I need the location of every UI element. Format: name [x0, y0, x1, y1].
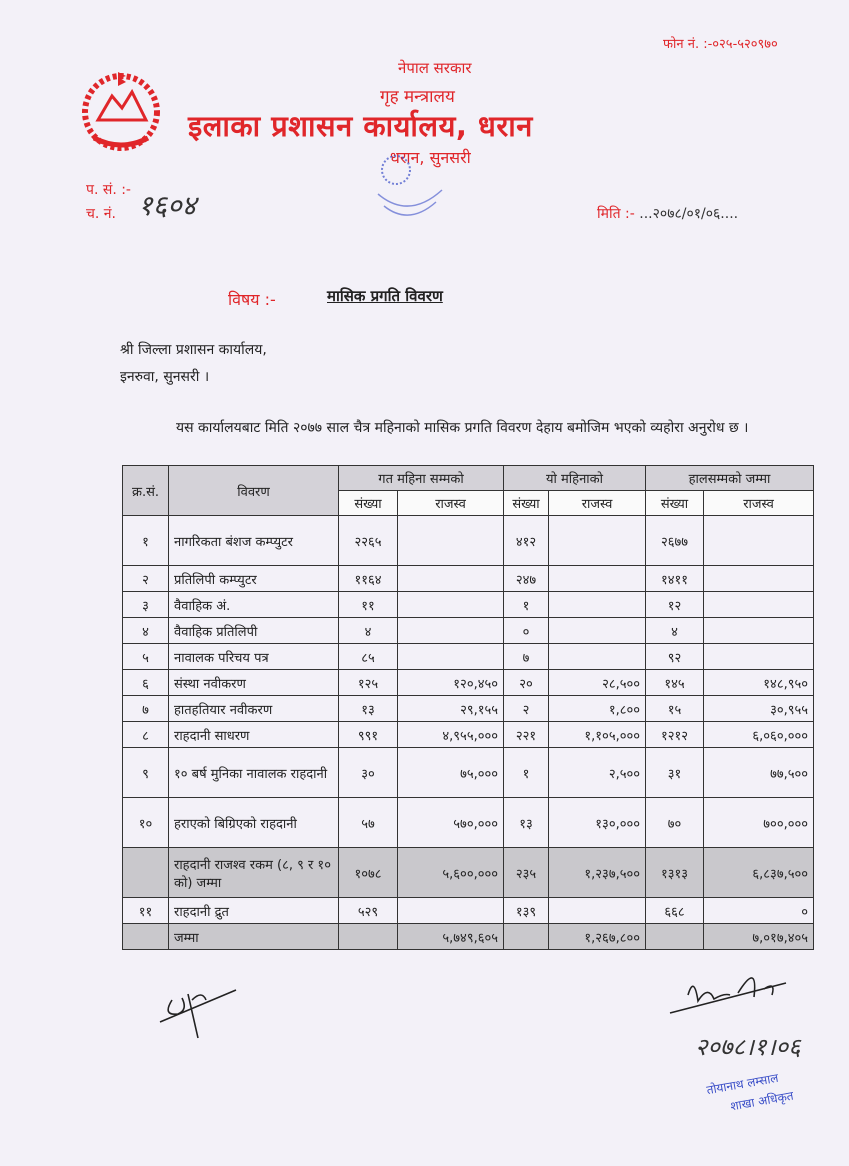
cell-this-count: १ — [504, 748, 549, 798]
header-count: संख्या — [339, 491, 398, 516]
cell-this-revenue: १,१०५,००० — [549, 722, 646, 748]
cell-prev-revenue: १२०,४५० — [398, 670, 504, 696]
cell-sn — [123, 924, 169, 950]
cell-this-revenue — [549, 516, 646, 566]
cell-sn: ३ — [123, 592, 169, 618]
cell-total-revenue: ० — [704, 898, 814, 924]
cell-this-revenue: १,२६७,८०० — [549, 924, 646, 950]
body-paragraph: यस कार्यालयबाट मिति २०७७ साल चैत्र महिनाको मासिक प्रगति विवरण देहाय बमोजिम भएको व्यहोरा अनुरोध छ । — [176, 420, 749, 436]
subject-text: मासिक प्रगति विवरण — [327, 287, 443, 305]
cell-total-count: १४११ — [646, 566, 704, 592]
reference-number-label: प. सं. :- — [86, 182, 131, 198]
cell-prev-revenue: ५,७४९,६०५ — [398, 924, 504, 950]
table-row — [123, 748, 814, 798]
table-row — [123, 592, 814, 618]
cell-this-count: २३५ — [504, 848, 549, 898]
cell-this-revenue — [549, 566, 646, 592]
cell-this-count: २४७ — [504, 566, 549, 592]
cell-description: राहदानी साधरण — [169, 722, 339, 748]
cell-total-revenue: ७,०१७,४०५ — [704, 924, 814, 950]
cell-total-count: ७० — [646, 798, 704, 848]
cell-prev-revenue: ५,६००,००० — [398, 848, 504, 898]
cell-total-count: ६६८ — [646, 898, 704, 924]
cell-total-revenue: १४८,९५० — [704, 670, 814, 696]
cell-this-count: ४१२ — [504, 516, 549, 566]
cell-prev-count: ३० — [339, 748, 398, 798]
cell-this-count: ० — [504, 618, 549, 644]
cell-total-count: १४५ — [646, 670, 704, 696]
cell-prev-count: ८५ — [339, 644, 398, 670]
office-stamp-icon — [370, 150, 448, 228]
cell-prev-revenue — [398, 898, 504, 924]
cell-prev-revenue — [398, 644, 504, 670]
handwritten-date: २०७८।१।०६ — [695, 1033, 801, 1061]
cell-this-count: ७ — [504, 644, 549, 670]
cell-prev-count: १३ — [339, 696, 398, 722]
cell-this-count: १३ — [504, 798, 549, 848]
office-name: इलाका प्रशासन कार्यालय, धरान — [188, 109, 533, 143]
cell-total-revenue: ६,०६०,००० — [704, 722, 814, 748]
cell-description: हातहतियार नवीकरण — [169, 696, 339, 722]
cell-sn: ८ — [123, 722, 169, 748]
cell-description: जम्मा — [169, 924, 339, 950]
cell-description: नागरिकता बंशज कम्प्युटर — [169, 516, 339, 566]
cell-total-count: ९२ — [646, 644, 704, 670]
cell-total-revenue: ७७,५०० — [704, 748, 814, 798]
cell-this-revenue — [549, 644, 646, 670]
cell-this-revenue — [549, 618, 646, 644]
table-row — [123, 898, 814, 924]
cell-this-count: १३९ — [504, 898, 549, 924]
table-row — [123, 670, 814, 696]
cell-this-revenue: १३०,००० — [549, 798, 646, 848]
office-place: धरान, सुनसरी — [390, 148, 471, 167]
dispatch-number-label: च. नं. — [86, 206, 117, 222]
cell-total-count: १३१३ — [646, 848, 704, 898]
cell-total-count: १२१२ — [646, 722, 704, 748]
cell-sn: ६ — [123, 670, 169, 696]
table-row — [123, 516, 814, 566]
cell-this-count: २ — [504, 696, 549, 722]
cell-total-revenue — [704, 592, 814, 618]
cell-prev-revenue — [398, 566, 504, 592]
table-row — [123, 924, 814, 950]
cell-prev-revenue: ४,९५५,००० — [398, 722, 504, 748]
cell-prev-count: ११६४ — [339, 566, 398, 592]
addressee-line-1: श्री जिल्ला प्रशासन कार्यालय, — [120, 342, 267, 358]
officer-name: तोयानाथ लम्साल — [705, 1070, 780, 1098]
cell-this-revenue — [549, 592, 646, 618]
header-revenue: राजस्व — [398, 491, 504, 516]
cell-total-revenue: ३०,९५५ — [704, 696, 814, 722]
cell-this-revenue — [549, 898, 646, 924]
cell-total-revenue — [704, 566, 814, 592]
cell-prev-count: २२६५ — [339, 516, 398, 566]
header-previous-month: गत महिना सम्मको — [339, 466, 504, 491]
header-sn: क्र.सं. — [123, 466, 169, 516]
cell-sn: ७ — [123, 696, 169, 722]
table-row — [123, 696, 814, 722]
cell-sn — [123, 848, 169, 898]
cell-sn: २ — [123, 566, 169, 592]
cell-sn: ४ — [123, 618, 169, 644]
cell-description: १० बर्ष मुनिका नावालक राहदानी — [169, 748, 339, 798]
cell-prev-count: १२५ — [339, 670, 398, 696]
cell-prev-count: ११ — [339, 592, 398, 618]
cell-prev-revenue — [398, 592, 504, 618]
cell-total-count: ३१ — [646, 748, 704, 798]
cell-this-count: १ — [504, 592, 549, 618]
cell-prev-revenue: ७५,००० — [398, 748, 504, 798]
cell-this-revenue: २,५०० — [549, 748, 646, 798]
header-this-month: यो महिनाको — [504, 466, 646, 491]
cell-prev-count: ९९१ — [339, 722, 398, 748]
cell-this-revenue: १,८०० — [549, 696, 646, 722]
table-row — [123, 798, 814, 848]
cell-total-count: १५ — [646, 696, 704, 722]
cell-total-revenue — [704, 516, 814, 566]
cell-prev-count: १०७८ — [339, 848, 398, 898]
cell-prev-count: ५२९ — [339, 898, 398, 924]
cell-description: हराएको बिग्रिएको राहदानी — [169, 798, 339, 848]
signature-right — [668, 965, 788, 1015]
table-row — [123, 566, 814, 592]
progress-table — [122, 465, 814, 950]
cell-this-count: २० — [504, 670, 549, 696]
cell-sn: ५ — [123, 644, 169, 670]
cell-this-count — [504, 924, 549, 950]
table-row — [123, 848, 814, 898]
ministry-name: गृह मन्त्रालय — [380, 87, 455, 107]
cell-this-count: २२१ — [504, 722, 549, 748]
header-count: संख्या — [646, 491, 704, 516]
date-value: ...२०७८/०१/०६.... — [639, 206, 739, 222]
cell-prev-count: ४ — [339, 618, 398, 644]
header-count: संख्या — [504, 491, 549, 516]
header-cumulative: हालसम्मको जम्मा — [646, 466, 814, 491]
header-revenue: राजस्व — [704, 491, 814, 516]
cell-prev-revenue — [398, 618, 504, 644]
table-row — [123, 722, 814, 748]
cell-total-count — [646, 924, 704, 950]
table-row — [123, 644, 814, 670]
cell-total-revenue: ७००,००० — [704, 798, 814, 848]
header-description: विवरण — [169, 466, 339, 516]
cell-sn: ९ — [123, 748, 169, 798]
cell-prev-revenue — [398, 516, 504, 566]
cell-total-revenue: ६,८३७,५०० — [704, 848, 814, 898]
date-field — [597, 204, 738, 223]
cell-description: राहदानी राजश्व रकम (८, ९ र १० को) जम्मा — [169, 848, 339, 898]
cell-description: वैवाहिक प्रतिलिपी — [169, 618, 339, 644]
cell-total-count: ४ — [646, 618, 704, 644]
government-name: नेपाल सरकार — [398, 59, 472, 77]
addressee-line-2: इनरुवा, सुनसरी । — [120, 369, 210, 385]
cell-sn: ११ — [123, 898, 169, 924]
cell-prev-count — [339, 924, 398, 950]
date-label: मिति :- — [597, 206, 635, 222]
cell-description: नावालक परिचय पत्र — [169, 644, 339, 670]
cell-total-count: १२ — [646, 592, 704, 618]
cell-description: संस्था नवीकरण — [169, 670, 339, 696]
cell-prev-count: ५७ — [339, 798, 398, 848]
cell-sn: १ — [123, 516, 169, 566]
cell-total-count: २६७७ — [646, 516, 704, 566]
signature-left — [158, 980, 238, 1040]
cell-description: राहदानी द्रुत — [169, 898, 339, 924]
header-revenue: राजस्व — [549, 491, 646, 516]
cell-this-revenue: १,२३७,५०० — [549, 848, 646, 898]
cell-sn: १० — [123, 798, 169, 848]
cell-description: वैवाहिक अं. — [169, 592, 339, 618]
dispatch-number-value: १६०४ — [138, 189, 197, 222]
table-row — [123, 618, 814, 644]
cell-prev-revenue: २९,१५५ — [398, 696, 504, 722]
phone-number: फोन नं. :-०२५-५२०९७० — [663, 37, 778, 52]
cell-total-revenue — [704, 644, 814, 670]
officer-title: शाखा अधिकृत — [729, 1088, 795, 1114]
subject-label: विषय :- — [228, 290, 276, 309]
cell-this-revenue: २८,५०० — [549, 670, 646, 696]
cell-prev-revenue: ५७०,००० — [398, 798, 504, 848]
nepal-emblem-icon — [80, 68, 162, 156]
cell-total-revenue — [704, 618, 814, 644]
cell-description: प्रतिलिपी कम्प्युटर — [169, 566, 339, 592]
